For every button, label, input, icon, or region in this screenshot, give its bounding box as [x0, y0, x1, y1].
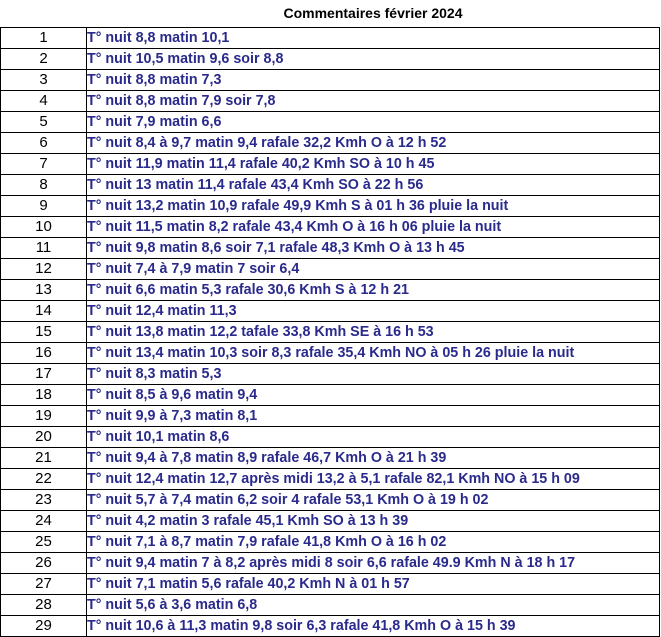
day-number-cell[interactable]: 15	[1, 322, 87, 343]
table-row	[1, 196, 660, 217]
comment-cell[interactable]: T° nuit 5,6 à 3,6 matin 6,8	[87, 595, 660, 616]
day-number-cell[interactable]: 24	[1, 511, 87, 532]
table-row	[1, 301, 660, 322]
comment-cell[interactable]: T° nuit 13,8 matin 12,2 tafale 33,8 Kmh SE à 16 h 53	[87, 322, 660, 343]
comment-cell[interactable]: T° nuit 7,4 à 7,9 matin 7 soir 6,4	[87, 259, 660, 280]
table-row	[1, 574, 660, 595]
table-row	[1, 154, 660, 175]
day-number-cell[interactable]: 20	[1, 427, 87, 448]
comment-cell[interactable]: T° nuit 6,6 matin 5,3 rafale 30,6 Kmh S à 12 h 21	[87, 280, 660, 301]
comment-cell[interactable]: T° nuit 5,7 à 7,4 matin 6,2 soir 4 rafale 53,1 Kmh O à 19 h 02	[87, 490, 660, 511]
comment-cell[interactable]: T° nuit 12,4 matin 12,7 après midi 13,2 à 5,1 rafale 82,1 Kmh NO à 15 h 09	[87, 469, 660, 490]
title-row	[1, 0, 660, 28]
table-row	[1, 364, 660, 385]
corner-cell[interactable]	[1, 0, 87, 28]
comment-cell[interactable]: T° nuit 13 matin 11,4 rafale 43,4 Kmh SO à 22 h 56	[87, 175, 660, 196]
day-number-cell[interactable]: 22	[1, 469, 87, 490]
table-row	[1, 175, 660, 196]
comment-cell[interactable]: T° nuit 8,8 matin 7,9 soir 7,8	[87, 91, 660, 112]
day-number-cell[interactable]: 17	[1, 364, 87, 385]
table-row	[1, 322, 660, 343]
table-row	[1, 448, 660, 469]
day-number-cell[interactable]: 25	[1, 532, 87, 553]
table-row	[1, 406, 660, 427]
comment-cell[interactable]: T° nuit 10,5 matin 9,6 soir 8,8	[87, 49, 660, 70]
comment-cell[interactable]: T° nuit 7,1 matin 5,6 rafale 40,2 Kmh N à 01 h 57	[87, 574, 660, 595]
day-number-cell[interactable]: 29	[1, 616, 87, 637]
day-number-cell[interactable]: 9	[1, 196, 87, 217]
comment-cell[interactable]: T° nuit 9,4 matin 7 à 8,2 après midi 8 soir 6,6 rafale 49.9 Kmh N à 18 h 17	[87, 553, 660, 574]
comment-cell[interactable]: T° nuit 9,8 matin 8,6 soir 7,1 rafale 48,3 Kmh O à 13 h 45	[87, 238, 660, 259]
table-row	[1, 385, 660, 406]
day-number-cell[interactable]: 3	[1, 70, 87, 91]
comment-cell[interactable]: T° nuit 8,8 matin 7,3	[87, 70, 660, 91]
table-row	[1, 280, 660, 301]
comment-cell[interactable]: T° nuit 12,4 matin 11,3	[87, 301, 660, 322]
day-number-cell[interactable]: 1	[1, 28, 87, 49]
day-number-cell[interactable]: 14	[1, 301, 87, 322]
comment-cell[interactable]: T° nuit 9,9 à 7,3 matin 8,1	[87, 406, 660, 427]
day-number-cell[interactable]: 5	[1, 112, 87, 133]
table-row	[1, 616, 660, 637]
comment-cell[interactable]: T° nuit 7,1 à 8,7 matin 7,9 rafale 41,8 Kmh O à 16 h 02	[87, 532, 660, 553]
comment-cell[interactable]: T° nuit 7,9 matin 6,6	[87, 112, 660, 133]
comment-cell[interactable]: T° nuit 13,4 matin 10,3 soir 8,3 rafale 35,4 Kmh NO à 05 h 26 pluie la nuit	[87, 343, 660, 364]
table-row	[1, 553, 660, 574]
sheet-title[interactable]: Commentaires février 2024	[87, 0, 660, 28]
comment-cell[interactable]: T° nuit 8,3 matin 5,3	[87, 364, 660, 385]
comment-cell[interactable]: T° nuit 11,5 matin 8,2 rafale 43,4 Kmh O à 16 h 06 pluie la nuit	[87, 217, 660, 238]
day-number-cell[interactable]: 2	[1, 49, 87, 70]
table-row	[1, 28, 660, 49]
table-row	[1, 532, 660, 553]
table-row	[1, 259, 660, 280]
day-number-cell[interactable]: 7	[1, 154, 87, 175]
comment-cell[interactable]: T° nuit 11,9 matin 11,4 rafale 40,2 Kmh SO à 10 h 45	[87, 154, 660, 175]
comment-cell[interactable]: T° nuit 13,2 matin 10,9 rafale 49,9 Kmh S à 01 h 36 pluie la nuit	[87, 196, 660, 217]
table-row	[1, 133, 660, 154]
day-number-cell[interactable]: 16	[1, 343, 87, 364]
comment-cell[interactable]: T° nuit 8,5 à 9,6 matin 9,4	[87, 385, 660, 406]
table-row	[1, 427, 660, 448]
table-row	[1, 343, 660, 364]
day-number-cell[interactable]: 28	[1, 595, 87, 616]
day-number-cell[interactable]: 6	[1, 133, 87, 154]
day-number-cell[interactable]: 21	[1, 448, 87, 469]
table-row	[1, 70, 660, 91]
comment-cell[interactable]: T° nuit 8,8 matin 10,1	[87, 28, 660, 49]
table-row	[1, 112, 660, 133]
table-row	[1, 49, 660, 70]
table-row	[1, 511, 660, 532]
day-number-cell[interactable]: 23	[1, 490, 87, 511]
day-number-cell[interactable]: 11	[1, 238, 87, 259]
day-number-cell[interactable]: 27	[1, 574, 87, 595]
day-number-cell[interactable]: 26	[1, 553, 87, 574]
table-row	[1, 91, 660, 112]
day-number-cell[interactable]: 19	[1, 406, 87, 427]
table-row	[1, 490, 660, 511]
day-number-cell[interactable]: 4	[1, 91, 87, 112]
comment-cell[interactable]: T° nuit 8,4 à 9,7 matin 9,4 rafale 32,2 Kmh O à 12 h 52	[87, 133, 660, 154]
day-number-cell[interactable]: 12	[1, 259, 87, 280]
comment-cell[interactable]: T° nuit 4,2 matin 3 rafale 45,1 Kmh SO à 13 h 39	[87, 511, 660, 532]
comment-cell[interactable]: T° nuit 9,4 à 7,8 matin 8,9 rafale 46,7 Kmh O à 21 h 39	[87, 448, 660, 469]
day-number-cell[interactable]: 10	[1, 217, 87, 238]
table-body	[1, 28, 660, 637]
comment-cell[interactable]: T° nuit 10,1 matin 8,6	[87, 427, 660, 448]
day-number-cell[interactable]: 18	[1, 385, 87, 406]
comment-cell[interactable]: T° nuit 10,6 à 11,3 matin 9,8 soir 6,3 rafale 41,8 Kmh O à 15 h 39	[87, 616, 660, 637]
table-row	[1, 217, 660, 238]
day-number-cell[interactable]: 8	[1, 175, 87, 196]
table-row	[1, 469, 660, 490]
table-row	[1, 238, 660, 259]
table-row	[1, 595, 660, 616]
day-number-cell[interactable]: 13	[1, 280, 87, 301]
